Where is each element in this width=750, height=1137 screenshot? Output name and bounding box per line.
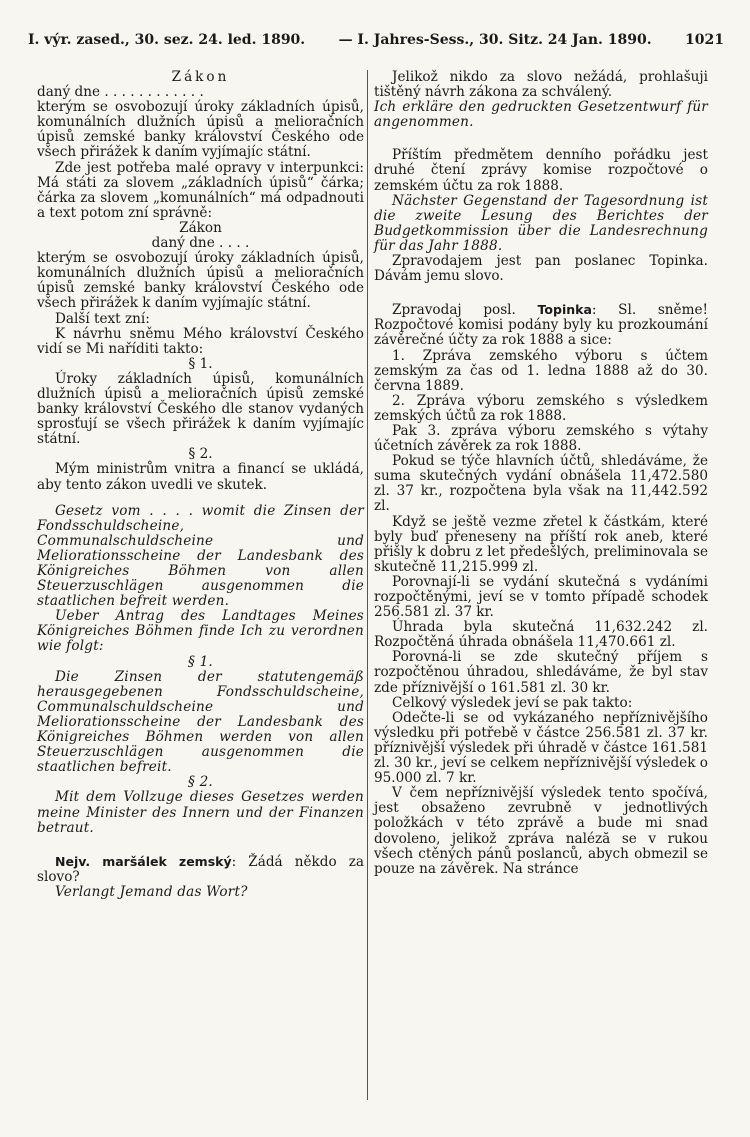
section-2-heading: § 2. — [188, 446, 213, 463]
german-law-title: Gesetz vom . . . . womit die Zinsen der Fondsschuldscheine, Communalschuldscheine und Meliorationsscheine der Landesbank des Königreiches Böhmen von allen Steuerzuschlägen ausgenommen die staatlichen befreit werden. — [37, 502, 364, 610]
report-item-1: 1. Zpráva zemského výboru s účtem zemským za čas od 1. ledna 1888 až do 30. června 1889. — [374, 347, 708, 394]
header-czech: I. výr. zased., 30. sez. 24. led. 1890. — [28, 32, 306, 48]
speech-text: : Žádá někdo za slovo? — [37, 853, 365, 885]
left-column — [37, 70, 364, 900]
law-subject: kterým se osvobozují úroky základních úpisů, komunálních dlužních úpisů a melioračních úpisů zemské banky království Českého ode všech přirážek k daním vyjímajíc státní. — [37, 99, 364, 161]
deficit-comparison: Porovnají-li se vydání skutečná s vydáními rozpočtěnými, jeví se v tomto případě schodek 256.581 zl. 37 kr. — [374, 573, 708, 621]
rapporteur-speech — [374, 302, 708, 348]
german-section-1-heading: § 1. — [188, 653, 213, 670]
section-2-text: Mým ministrům vnitra a financí se ukládá, aby tento zákon uvedli ve skutek. — [37, 461, 364, 493]
law-date-line-corrected: daný dne . . . . — [151, 235, 250, 252]
rapporteur-text: : Sl. sněme! Rozpočtové komisi podány byly ku prozkoumání závěrečné účty za rok 1888 a sice: — [374, 302, 708, 349]
rapporteur-prefix: Zpravodaj posl. — [392, 302, 538, 319]
page-number: 1021 — [685, 32, 724, 48]
further-text: Další text zní: — [55, 310, 150, 327]
correction-note: Zde jest potřeba malé opravy v interpunkci: Má státi za slovem „základních úpisů“ čárka; čárka za slovem „komunálních“ má odpadnouti a text potom zní správně: — [37, 159, 364, 221]
report-item-2: 2. Zpráva výboru zemského s výsledkem zemských účtů za rok 1888. — [374, 392, 708, 424]
marshal-speech-german: Verlangt Jemand das Wort? — [55, 883, 248, 900]
law-title-corrected: Zákon — [179, 219, 222, 236]
german-section-1-text: Die Zinsen der statutengemäß herausgegebenen Fondsschuldscheine, Communalschuldscheine und Meliorationsscheine der Landesbank des Königreiches Böhmen werden von allen Steuerzuschlägen ausgenommen die staatlichen befreit. — [37, 668, 364, 776]
rapporteur-note: Zpravodajem jest pan poslanec Topinka. Dávám jemu slovo. — [374, 253, 708, 285]
report-item-3: Pak 3. zpráva výboru zemského s výtahy účetních závěrek za rok 1888. — [374, 422, 708, 455]
approval-statement-german: Ich erkläre den gedruckten Gesetzentwurf für angenommen. — [374, 99, 708, 131]
transferred-amounts: Když se ještě vezme zřetel k částkám, které byly buď přeneseny na příští rok aneb, které přišly k dobru z let předešlých, preliminovala se skutečně 11,215.999 zl. — [374, 513, 708, 575]
german-section-2-heading: § 2. — [188, 774, 213, 791]
section-1-heading: § 1. — [188, 355, 213, 372]
law-date-line: daný dne . . . . . . . . . . . . — [37, 84, 204, 101]
income-comparison: Porovná-li se zde skutečný příjem s rozpočtěnou úhradou, shledáváme, že byl stav zde příznivější o 161.581 zl. 30 kr. — [374, 649, 708, 696]
marshal-speech — [37, 854, 364, 885]
next-agenda-item-german: Nächster Gegenstand der Tagesordnung ist die zweite Lesung des Berichtes der Budgetkommission über die Landesrechnung für das Jahr 1888. — [374, 192, 708, 254]
page-header — [28, 32, 724, 52]
approval-statement: Jelikož nikdo za slovo nežádá, prohlašuji tištěný návrh zákona za schválený. — [374, 69, 708, 101]
header-german: — I. Jahres-Sess., 30. Sitz. 24 Jan. 1890. — [338, 32, 652, 48]
next-agenda-item: Příštím předmětem denního pořádku jest druhé čtení zprávy komise rozpočtové o zemském účtu za rok 1888. — [374, 147, 708, 194]
coverage-amounts: Úhrada byla skutečná 11,632.242 zl. Rozpočtěná úhrada obnášela 11,470.661 zl. — [374, 619, 708, 651]
law-subject-corrected: kterým se osvobozují úroky základních úpisů, komunálních dlužních úpisů a melioračních úpisů zemské banky království Českého ode všech přirážek k daním vyjímajíc státní. — [37, 250, 364, 312]
column-divider — [367, 70, 368, 1100]
result-explanation: V čem nepříznivější výsledek tento spočívá, jest obsaženo zevrubně v jednotlivých položkách v této zprávě a bude mi snad dovoleno, jelikož zpráva naléză se v rukou všech ctěných pánů poslanců, abych obmezil se pouze na závěrek. Na stránce — [374, 785, 708, 877]
right-column — [374, 70, 708, 877]
section-1-text: Úroky základních úpisů, komunálních dlužních úpisů a melioračních úpisů zemské banky království Českého dle stanov vydaných sprosťují se všech přirážek k daním vyjímajíc státní. — [37, 370, 364, 448]
preamble: K návrhu sněmu Mého království Českého vidí se Mi naříditi takto: — [37, 325, 364, 357]
german-preamble: Ueber Antrag des Landtages Meines Königreiches Böhmen finde Ich zu verordnen wie folgt: — [37, 608, 364, 655]
german-section-2-text: Mit dem Vollzuge dieses Gesetzes werden meine Minister des Innern und der Finanzen betraut. — [37, 789, 364, 836]
speaker-name: Nejv. maršálek zemský — [55, 853, 232, 869]
rapporteur-name: Topinka — [537, 302, 592, 318]
overall-result-heading: Celkový výsledek jeví se pak takto: — [392, 694, 633, 711]
law-title: Zákon — [171, 69, 230, 85]
overall-result: Odečte-li se od vykázaného nepříznivějšího výsledku při potřebě v částce 256.581 zl. 37 kr. příznivější výsledek při úhradě v částce 161.581 zl. 30 kr., jeví se celkem nepříznivější výsledek o 95.000 zl. 7 kr. — [374, 709, 708, 787]
main-accounts: Pokud se týče hlavních účtů, shledáváme, že suma skutečných vydání obnášela 11,472.580 zl. 37 kr., rozpočtena byla však na 11,442.592 zl. — [374, 453, 708, 515]
